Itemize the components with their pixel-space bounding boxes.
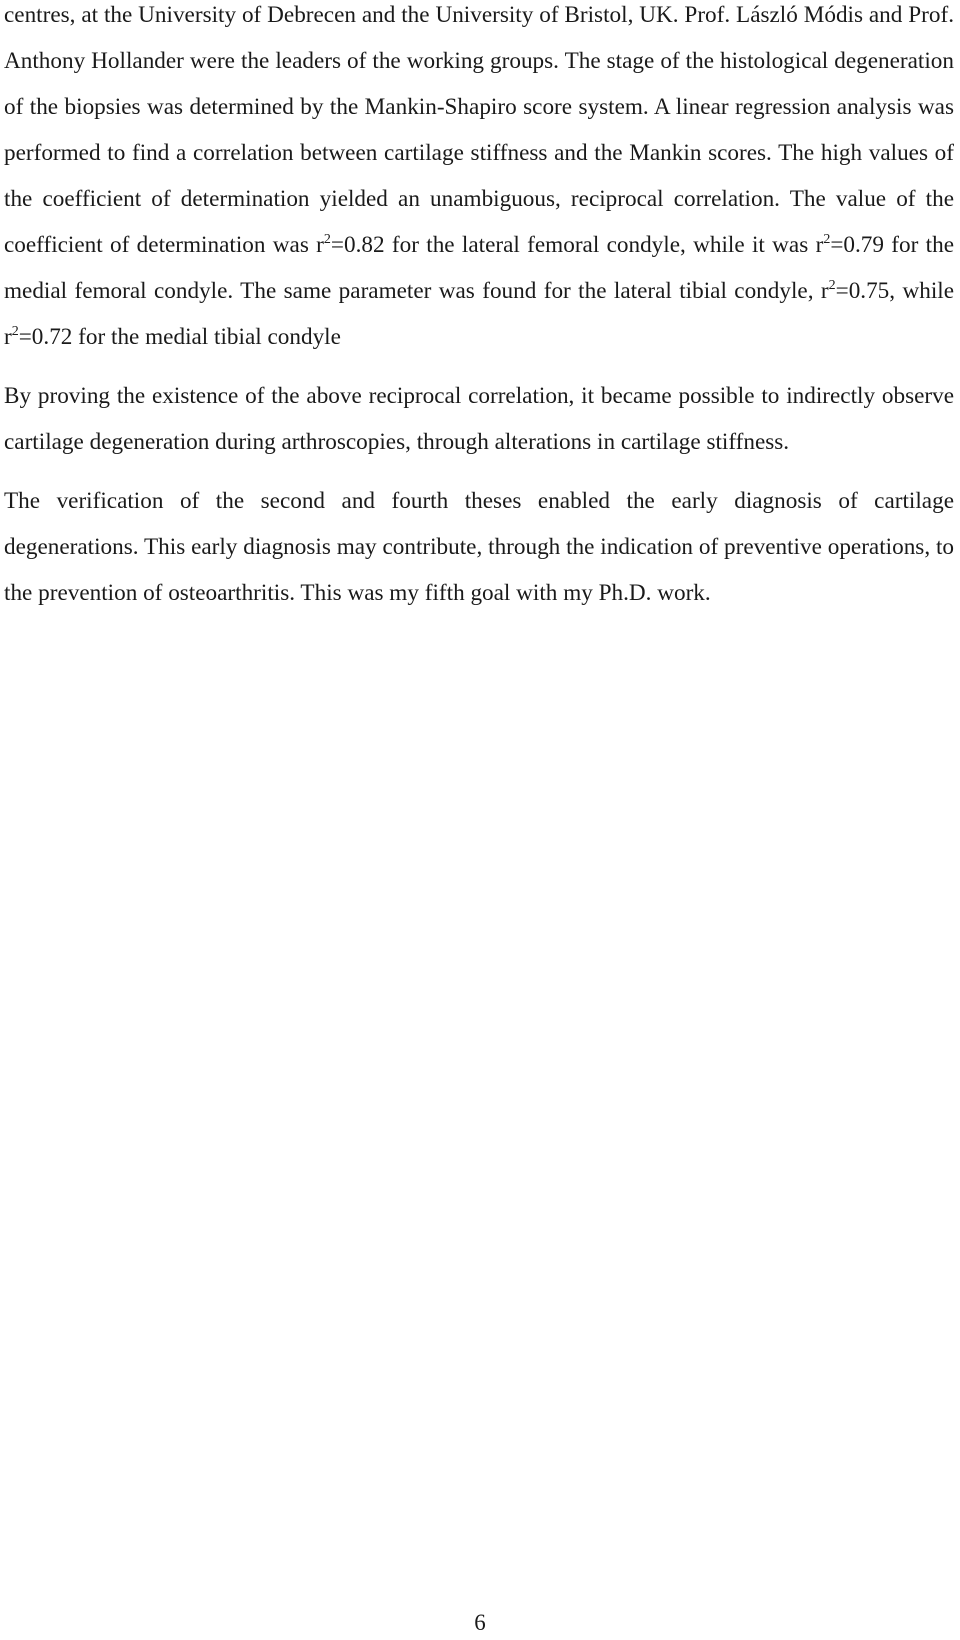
paragraph-results-part-e: =0.72 for the medial tibial condyle <box>18 324 341 350</box>
paragraph-correlation: By proving the existence of the above reciprocal correlation, it became possible to indirectly observe cartilage degeneration during arthroscopies, through alterations in cartilage stiffness. <box>4 383 954 455</box>
page-number: 6 <box>474 1610 486 1635</box>
body-text <box>4 0 954 629</box>
paragraph-results-part-c: =0.79 for the medial femoral condyle. The same parameter was found for the lateral tibial condyle, r <box>4 232 954 304</box>
superscript-exponent: 2 <box>823 232 831 247</box>
superscript-exponent: 2 <box>11 324 19 339</box>
paragraph-verification: The verification of the second and fourth theses enabled the early diagnosis of cartilage degenerations. This early diagnosis may contribute, through the indication of preventive operations, to the prevention of osteoarthritis. This was my fifth goal with my Ph.D. work. <box>4 488 954 606</box>
paragraph-results-part-d: =0.75, while r <box>4 278 954 350</box>
superscript-exponent: 2 <box>323 232 331 247</box>
paragraph-results-part-b: =0.82 for the lateral femoral condyle, while it was r <box>330 232 824 258</box>
paragraph-results <box>4 0 954 360</box>
paragraph-results-part-a: centres, at the University of Debrecen and the University of Bristol, UK. Prof. László Módis and Prof. Anthony Hollander were the leaders of the working groups. The stage of the histological degeneration of the biopsies was determined by the Mankin-Shapiro score system. A linear regression analysis was performed to find a correlation between cartilage stiffness and the Mankin scores. The high values of the coefficient of determination yielded an unambiguous, reciprocal correlation. The value of the coefficient of determination was r <box>4 2 954 258</box>
superscript-exponent: 2 <box>828 278 836 293</box>
